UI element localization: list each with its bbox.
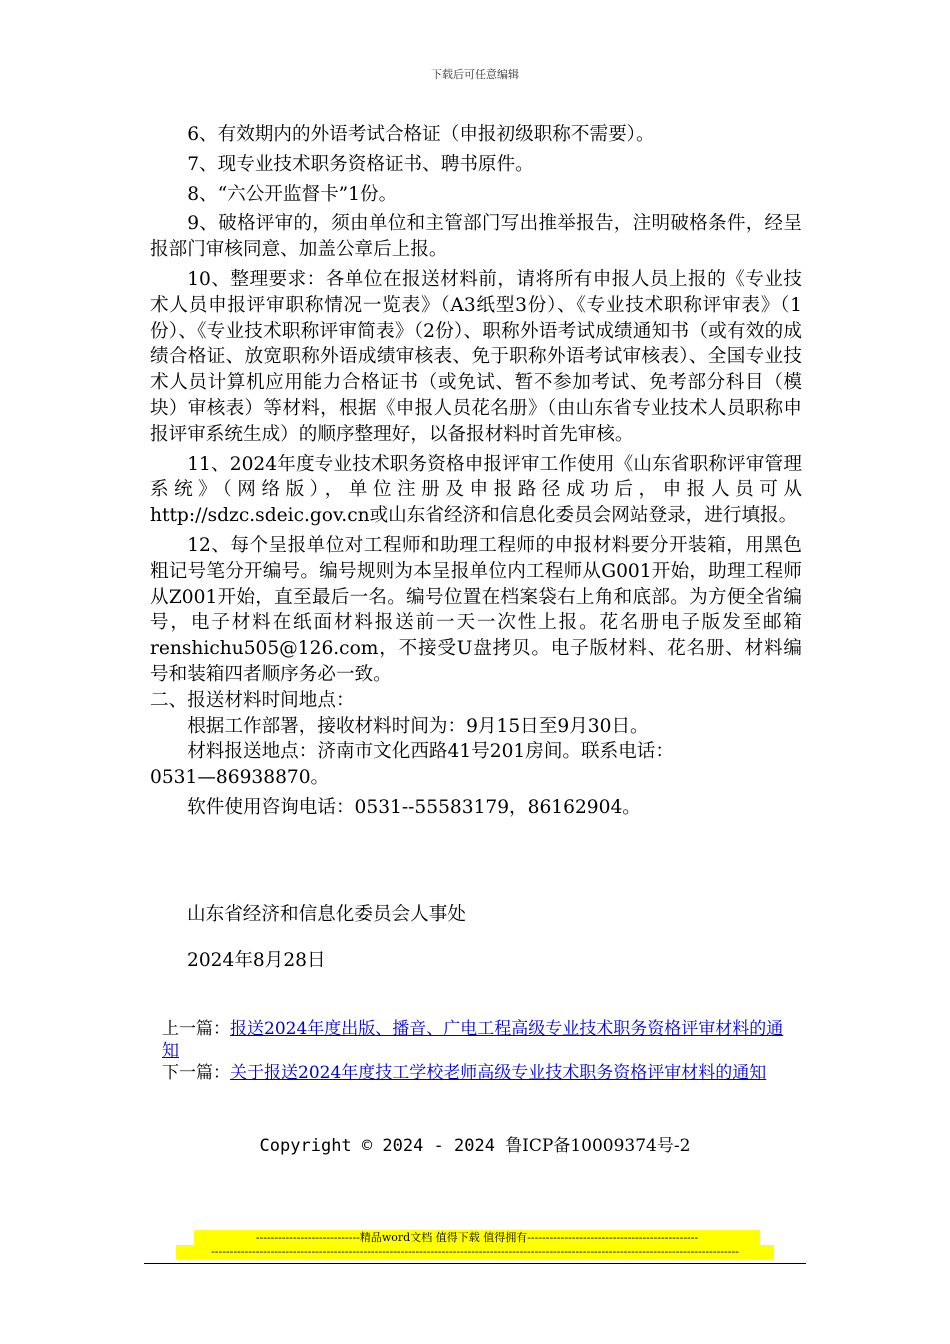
receive-time: 根据工作部署，接收材料时间为：9月15日至9月30日。 [187, 715, 649, 737]
item-9: 9、破格评审的，须由单位和主管部门写出推举报告，注明破格条件，经呈报部门审核同意、加盖公章后上报。 [150, 213, 802, 261]
copyright-footer [0, 1131, 950, 1156]
signature-org: 山东省经济和信息化委员会人事处 [187, 904, 466, 925]
footer-divider [144, 1263, 806, 1264]
software-hotline: 软件使用咨询电话：0531--55583179，86162904。 [187, 796, 641, 818]
item-7: 7、现专业技术职务资格证书、聘书原件。 [187, 153, 534, 175]
article-navigation [162, 1018, 792, 1084]
item-11: 11、2024年度专业技术职务资格申报评审工作使用《山东省职称评审管理系统》（网络版），单位注册及申报路径成功后，申报人员可从http://sdzc.sdeic.gov.cn或山东省经济和信息化委员会网站登录，进行填报。 [150, 453, 802, 527]
page-header-note: 下载后可任意编辑 [431, 68, 519, 81]
next-article-label: 下一篇： [162, 1063, 230, 1083]
copyright-text: Copyright © 2024 - 2024 [259, 1136, 506, 1156]
prev-article-link[interactable]: 报送2024年度出版、播音、广电工程高级专业技术职务资格评审材料的通知 [162, 1019, 784, 1061]
submission-place: 材料报送地点：济南市文化西路41号201房间。联系电话： [187, 741, 674, 763]
promo-banner-line-2: ---------------------------------------------------------------------------------------------------------------------------------------------- [176, 1245, 774, 1259]
item-6: 6、有效期内的外语考试合格证（申报初级职称不需要）。 [187, 124, 655, 145]
item-10: 10、整理要求：各单位在报送材料前，请将所有申报人员上报的《专业技术人员申报评审职称情况一览表》（A3纸型3份）、《专业技术职称评审表》（1份）、《专业技术职称评审简表》（2份）、职称外语考试成绩通知书（或有效的成绩合格证、放宽职称外语成绩审核表、免于职称外语考试审核表）、全国专业技术人员计算机应用能力合格证书（或免试、暂不参加考试、免考部分科目（模块）审核表）等材料，根据《申报人员花名册》（由山东省专业技术人员职称申报评审系统生成）的顺序整理好，以备报材料时首先审核。 [150, 268, 802, 445]
signature-date: 2024年8月28日 [187, 950, 326, 971]
contact-phone: 0531—86938870。 [150, 767, 330, 789]
icp-number: 鲁ICP备10009374号-2 [505, 1136, 691, 1156]
next-article [162, 1062, 792, 1084]
next-article-link[interactable]: 关于报送2024年度技工学校老师高级专业技术职务资格评审材料的通知 [230, 1063, 767, 1083]
prev-article [162, 1018, 792, 1062]
item-8: 8、“六公开监督卡”1份。 [187, 183, 398, 205]
item-12: 12、每个呈报单位对工程师和助理工程师的申报材料要分开装箱，用黑色粗记号笔分开编号。编号规则为本呈报单位内工程师从G001开始，助理工程师从Z001开始，直至最后一名。编号位置在档案袋右上角和底部。为方便全省编号，电子材料在纸面材料报送前一天一次性上报。花名册电子版发至邮箱renshichu505@126.com，不接受U盘拷贝。电子版材料、花名册、材料编号和装箱四者顺序务必一致。 [150, 534, 802, 685]
promo-banner-line-1: ----------------------------精品word文档 值得下载 值得拥有---------------------------------------------- [194, 1230, 760, 1245]
document-body [150, 122, 802, 821]
section-2-heading: 二、报送材料时间地点： [150, 689, 355, 711]
prev-article-label: 上一篇： [162, 1019, 230, 1039]
